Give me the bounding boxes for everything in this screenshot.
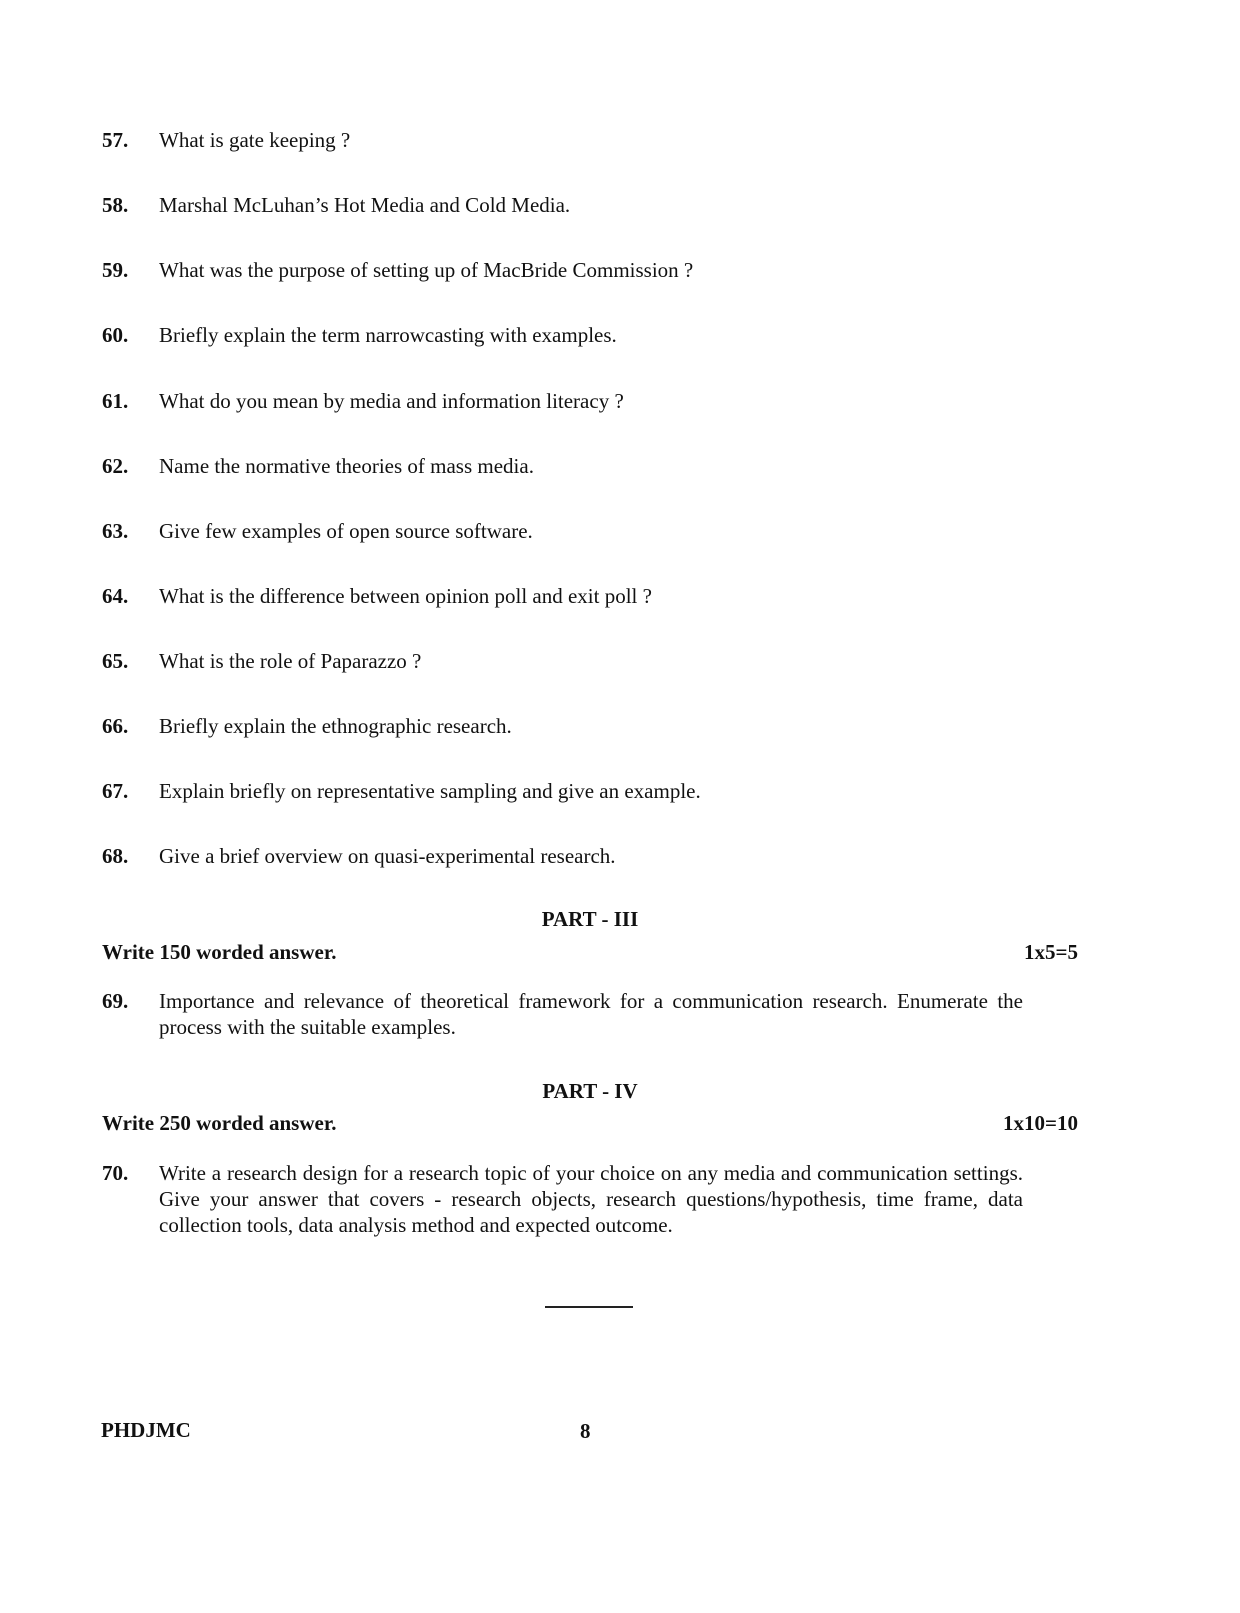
question-text: Marshal McLuhan’s Hot Media and Cold Media. <box>159 193 571 217</box>
question-number: 66. <box>102 714 129 738</box>
question-number: 62. <box>102 454 129 478</box>
question-text: What do you mean by media and information literacy ? <box>159 389 624 413</box>
footer-page-number: 8 <box>580 1419 591 1443</box>
part-4-marks: 1x10=10 <box>1003 1111 1078 1135</box>
question-text: What is gate keeping ? <box>159 128 351 152</box>
question-text: Briefly explain the ethnographic research. <box>159 714 512 738</box>
question-number: 63. <box>102 519 129 543</box>
question-text: What was the purpose of setting up of MacBride Commission ? <box>159 258 694 282</box>
question-number: 68. <box>102 844 129 868</box>
question-text: Name the normative theories of mass media. <box>159 454 534 478</box>
question-number: 60. <box>102 323 129 347</box>
part-4-instruction: Write 250 worded answer. <box>102 1111 337 1135</box>
question-number: 58. <box>102 193 129 217</box>
question-text: What is the role of Paparazzo ? <box>159 649 422 673</box>
footer-exam-code: PHDJMC <box>101 1418 191 1442</box>
end-divider <box>545 1306 633 1308</box>
part-3-instruction: Write 150 worded answer. <box>102 940 337 964</box>
question-number: 69. <box>102 989 129 1013</box>
question-number: 57. <box>102 128 129 152</box>
question-text: Briefly explain the term narrowcasting with examples. <box>159 323 617 347</box>
part-4-heading: PART - IV <box>542 1079 638 1103</box>
part-3-heading: PART - III <box>541 907 639 931</box>
question-number: 59. <box>102 258 129 282</box>
question-number: 70. <box>102 1161 129 1185</box>
question-text: Give few examples of open source software. <box>159 519 533 543</box>
question-text: Give a brief overview on quasi-experimental research. <box>159 844 616 868</box>
question-number: 61. <box>102 389 129 413</box>
question-number: 67. <box>102 779 129 803</box>
question-text: Explain briefly on representative sampling and give an example. <box>159 779 701 803</box>
question-text: Importance and relevance of theoretical framework for a communication research. Enumerate the process with the suitable examples. <box>159 989 1023 1039</box>
question-text: What is the difference between opinion poll and exit poll ? <box>159 584 652 608</box>
question-number: 65. <box>102 649 129 673</box>
question-text: Write a research design for a research topic of your choice on any media and communication settings. Give your answer that covers - research objects, research questions/hypothesis, time frame, data collection tools, data analysis method and expected outcome. <box>159 1161 1023 1237</box>
question-number: 64. <box>102 584 129 608</box>
part-3-marks: 1x5=5 <box>1024 940 1078 964</box>
